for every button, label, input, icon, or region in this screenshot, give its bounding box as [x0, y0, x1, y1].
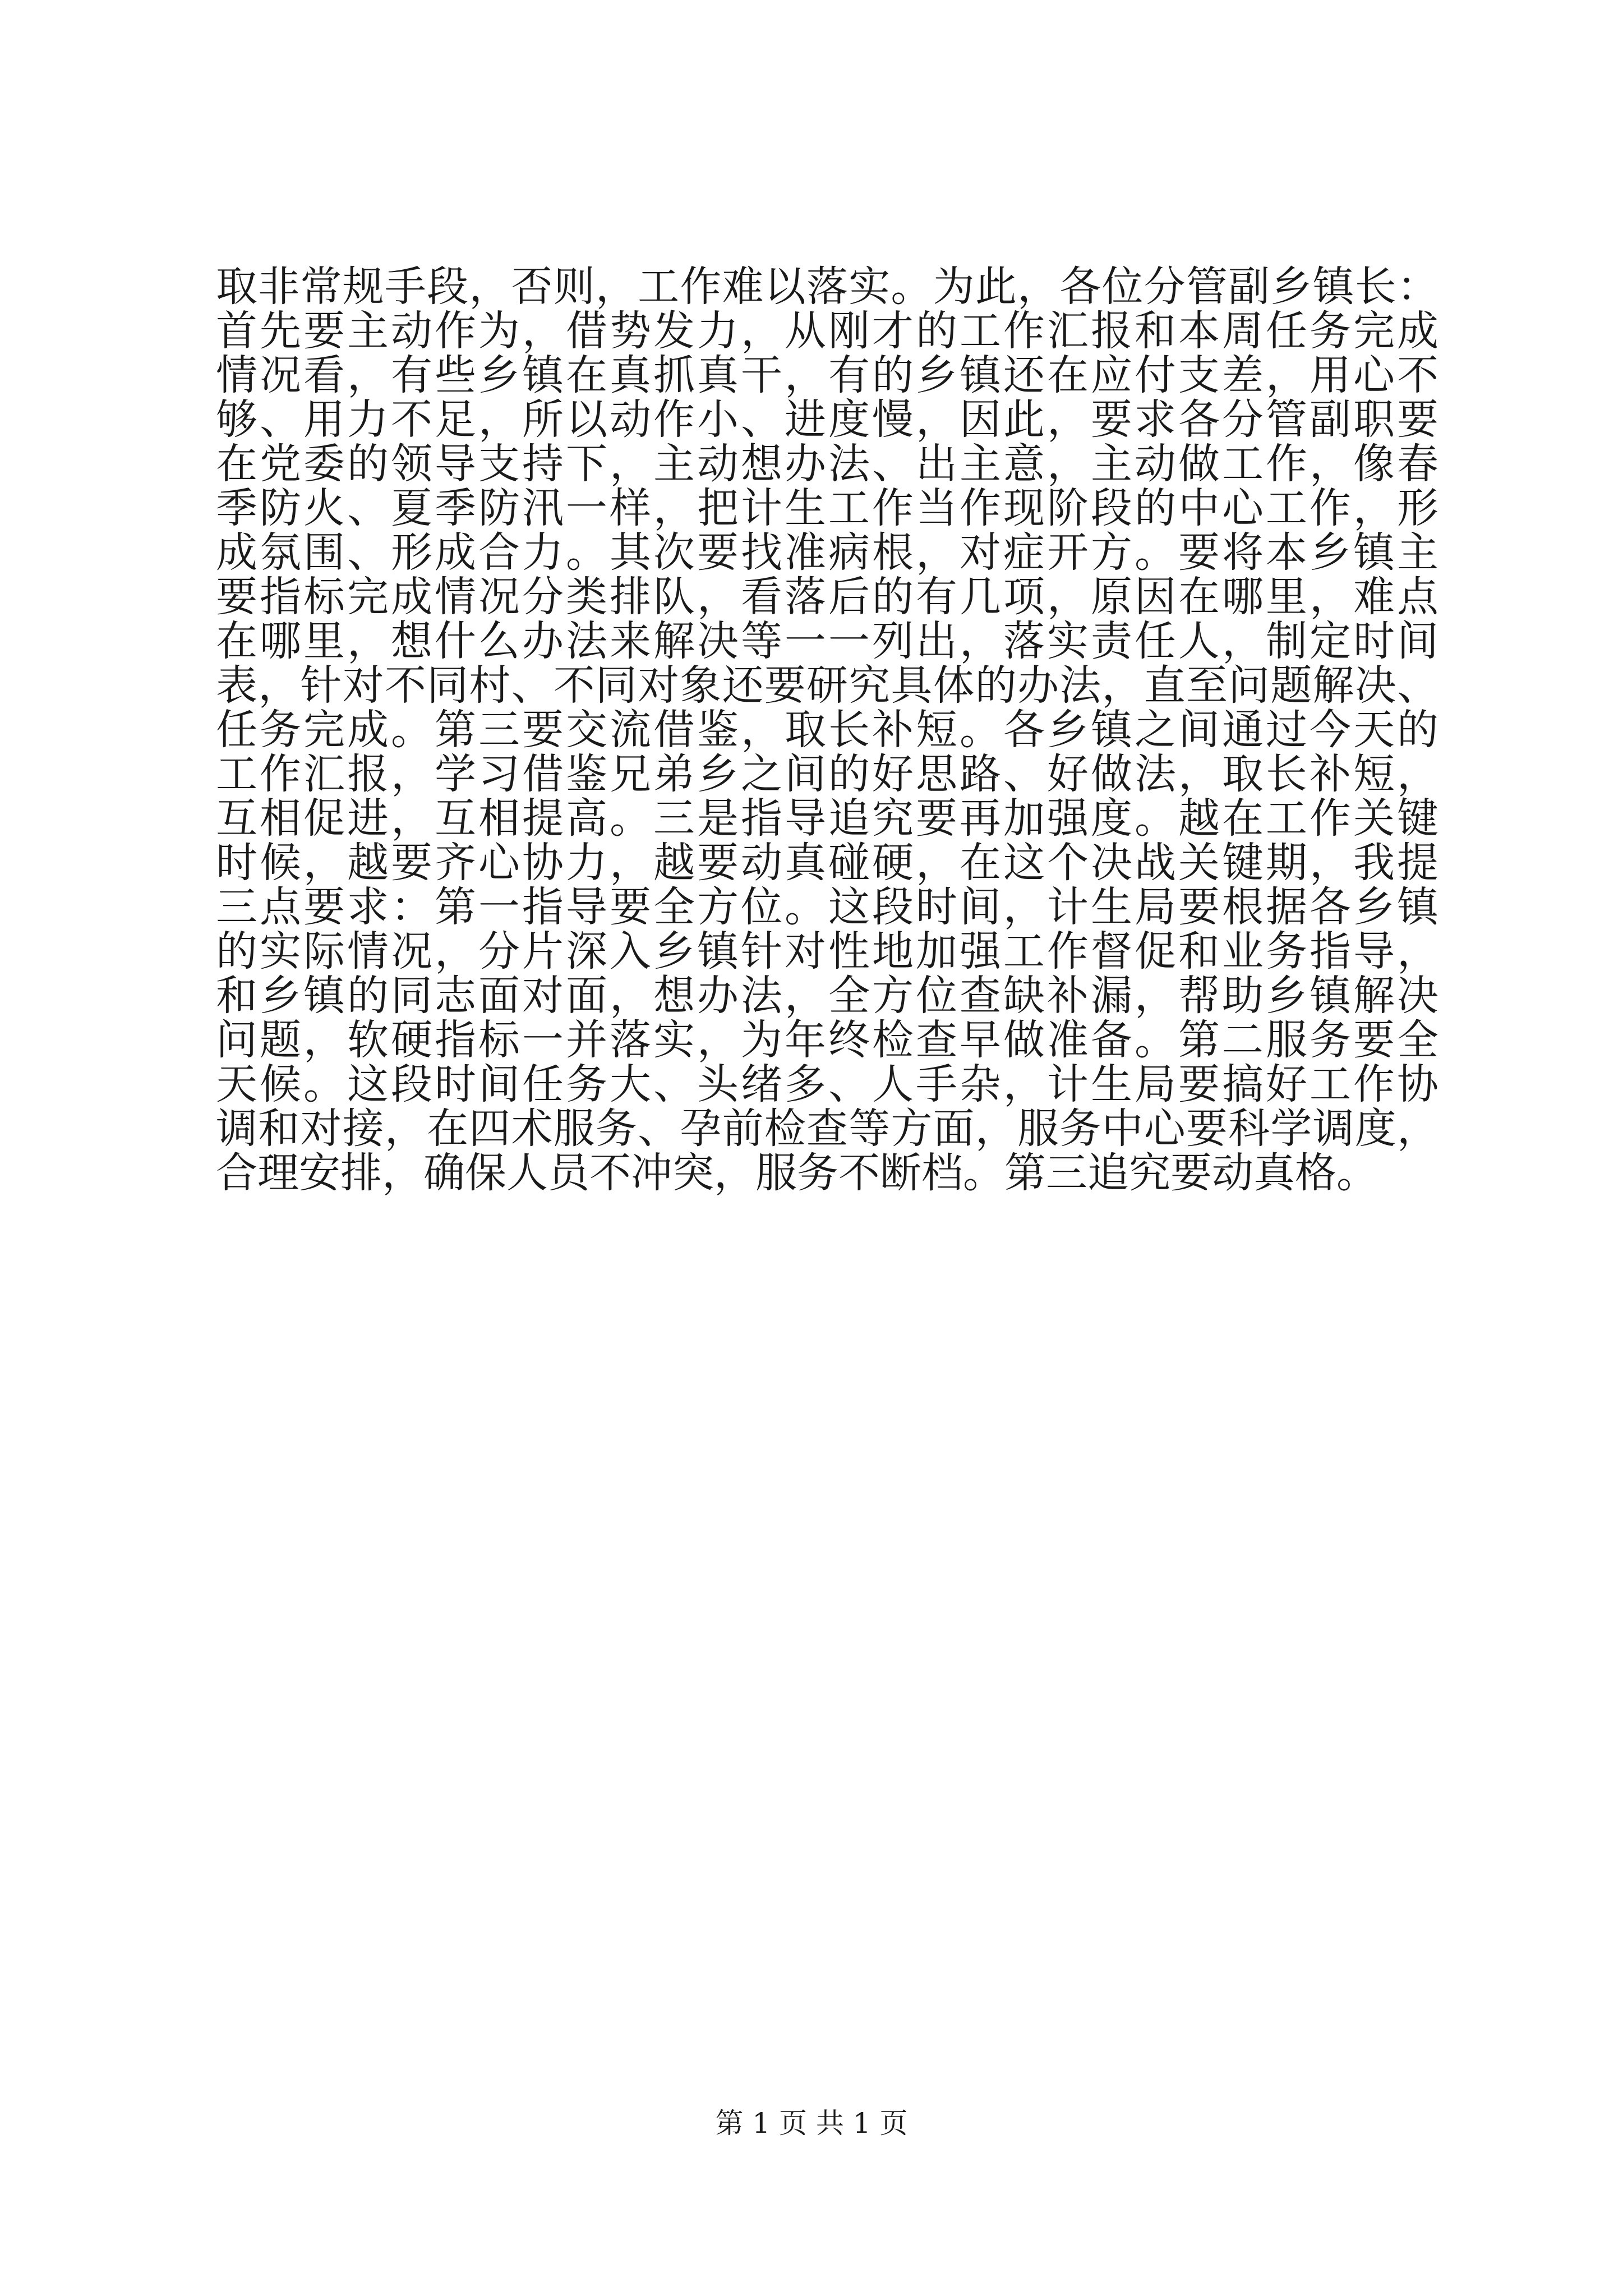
text-line: 首先要主动作为，借势发力，从刚才的工作汇报和本周任务完成: [216, 307, 1438, 355]
body-paragraph: [216, 265, 1438, 1195]
text-line: 合理安排，确保人员不冲突，服务不断档。第三追究要动真格。: [216, 1149, 1378, 1197]
text-line: 成氛围、形成合力。其次要找准病根，对症开方。要将本乡镇主: [216, 528, 1438, 577]
text-line: 的实际情况，分片深入乡镇针对性地加强工作督促和业务指导，: [216, 927, 1438, 976]
text-line: 问题，软硬指标一并落实，为年终检查早做准备。第二服务要全: [216, 1016, 1438, 1064]
text-line: 要指标完成情况分类排队，看落后的有几项，原因在哪里，难点: [216, 573, 1438, 621]
text-line: 季防火、夏季防汛一样，把计生工作当作现阶段的中心工作，形: [216, 484, 1438, 532]
text-line: 天候。这段时间任务大、头绪多、人手杂，计生局要搞好工作协: [216, 1060, 1438, 1108]
text-line: 任务完成。第三要交流借鉴，取长补短。各乡镇之间通过今天的: [216, 706, 1438, 754]
text-line: 表，针对不同村、不同对象还要研究具体的办法，直至问题解决、: [216, 661, 1438, 710]
text-line: 三点要求：第一指导要全方位。这段时间，计生局要根据各乡镇: [216, 883, 1438, 931]
text-line: 在党委的领导支持下，主动想办法、出主意，主动做工作，像春: [216, 440, 1438, 488]
text-line: 时候，越要齐心协力，越要动真碰硬，在这个决战关键期，我提: [216, 839, 1438, 887]
text-line: 和乡镇的同志面对面，想办法，全方位查缺补漏，帮助乡镇解决: [216, 972, 1438, 1020]
text-line: 在哪里，想什么办法来解决等一一列出，落实责任人，制定时间: [216, 617, 1438, 665]
text-line: 工作汇报，学习借鉴兄弟乡之间的好思路、好做法，取长补短，: [216, 750, 1438, 798]
text-line: 取非常规手段，否则，工作难以落实。为此，各位分管副乡镇长：: [216, 263, 1438, 311]
text-line: 情况看，有些乡镇在真抓真干，有的乡镇还在应付支差，用心不: [216, 351, 1438, 399]
text-line: 调和对接，在四术服务、孕前检查等方面，服务中心要科学调度，: [216, 1105, 1438, 1153]
page-number-footer: 第 1 页 共 1 页: [715, 2107, 908, 2139]
text-line: 够、用力不足，所以动作小、进度慢，因此，要求各分管副职要: [216, 395, 1438, 444]
text-line: 互相促进，互相提高。三是指导追究要再加强度。越在工作关键: [216, 794, 1438, 843]
